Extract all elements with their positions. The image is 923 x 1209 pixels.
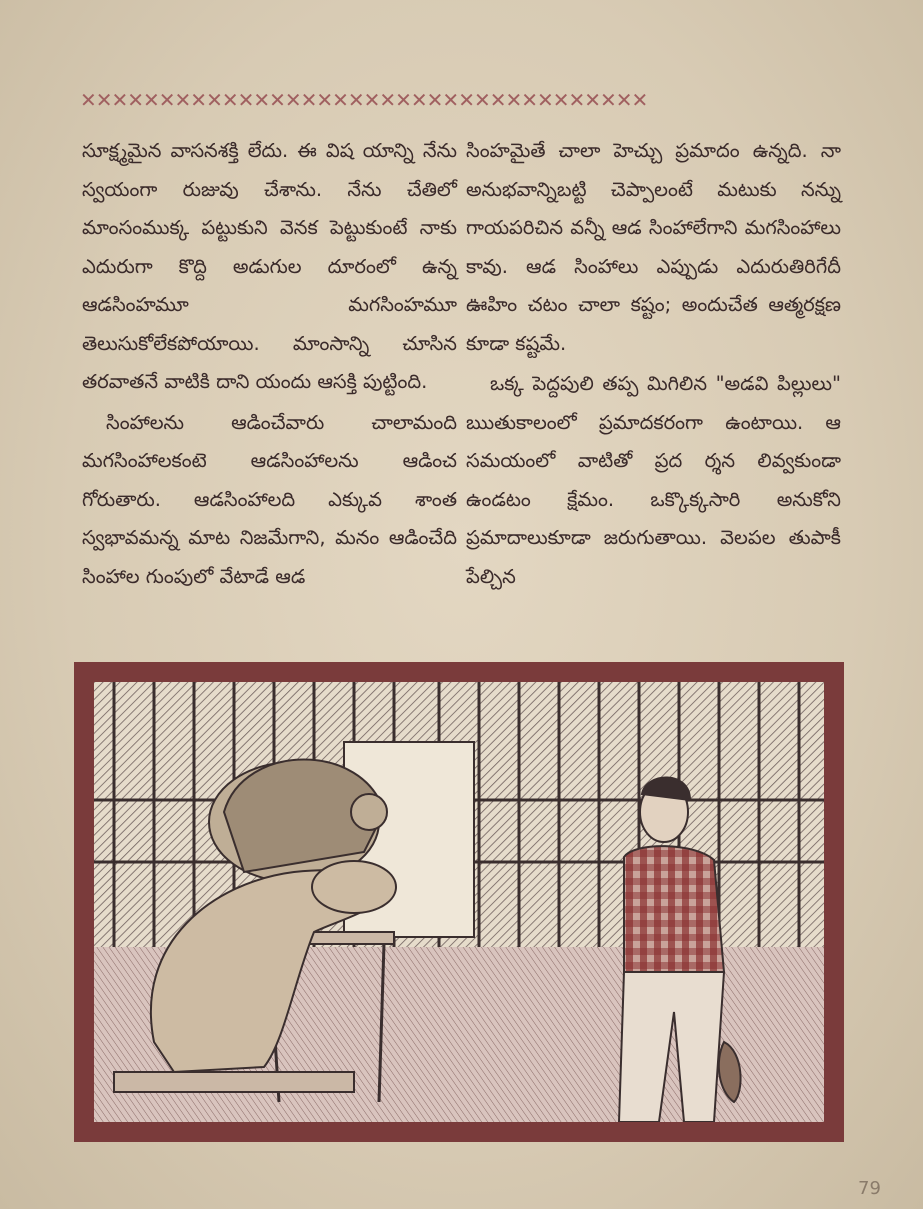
right-text-column	[466, 132, 841, 596]
right-paragraph-2: ఒక్క పెద్దపులి తప్ప మిగిలిన "అడవి పిల్లులు" ఋతుకాలంలో ప్రమాదకరంగా ఉంటాయి. ఆ సమయంలో వాటితో ప్రద ర్శన లివ్వకుండా ఉండటం క్షేమం. ఒక్కొక్కసారి అనుకోని ప్రమాదాలుకూడా జరుగుతాయి. వెలపల తుపాకీ పేల్చిన	[466, 372, 841, 588]
page-number: 79	[858, 1178, 881, 1199]
lion-tamer-illustration	[74, 662, 844, 1142]
decorative-ornament-border	[80, 88, 840, 112]
right-paragraph-1: సింహమైతే చాలా హెచ్చు ప్రమాదం ఉన్నది. నా అనుభవాన్నిబట్టి చెప్పాలంటే మటుకు నన్ను గాయపరిచిన వన్నీ ఆడ సింహాలేగాని మగసింహాలు కావు. ఆడ సింహాలు ఎప్పుడు ఎదురుతిరిగేదీ ఊహిం చటం చాలా కష్టం; అందుచేత ఆత్మరక్షణ కూడా కష్టమే.	[466, 139, 841, 355]
left-paragraph-1: సూక్ష్మమైన వాసనశక్తి లేదు. ఈ విష యాన్ని నేను స్వయంగా రుజువు చేశాను. నేను చేతిలో మాంసంముక్క పట్టుకుని వెనక పెట్టుకుంటే నాకు ఎదురుగా కొద్ది అడుగుల దూరంలో ఉన్న ఆడసింహమూ మగసింహమూ తెలుసుకోలేకపోయాయి. మాంసాన్ని చూసిన తరవాతనే వాటికి దాని యందు ఆసక్తి పుట్టింది.	[82, 139, 457, 393]
ornament-pattern: ✕✕✕✕✕✕✕✕✕✕✕✕✕✕✕✕✕✕✕✕✕✕✕✕✕✕✕✕✕✕✕✕✕✕✕✕	[80, 88, 648, 112]
illustration-drawing	[94, 682, 824, 1122]
left-paragraph-2: సింహాలను ఆడించేవారు చాలామంది మగసింహాలకంటె ఆడసింహాలను ఆడించ గోరుతారు. ఆడసింహాలది ఎక్కువ శాంత స్వభావమన్న మాట నిజమేగాని, మనం ఆడించేది సింహాల గుంపులో వేటాడే ఆడ	[82, 410, 457, 588]
left-text-column	[82, 132, 457, 596]
